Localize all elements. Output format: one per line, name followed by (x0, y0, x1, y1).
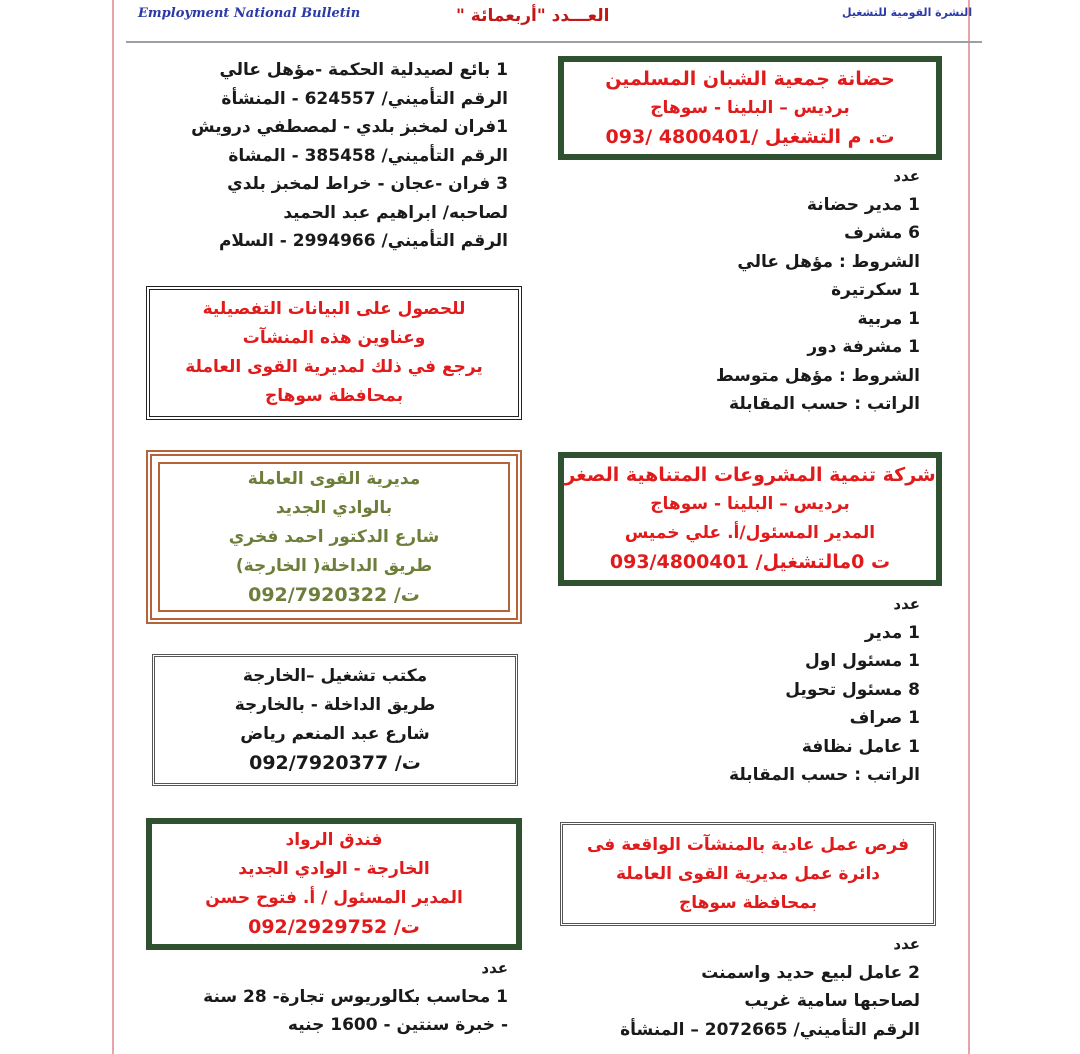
nursery-name: حضانة جمعية الشبان المسلمين (605, 67, 895, 90)
list-item: 1 مشرفة دور (807, 337, 920, 357)
directorate-line: طريق الداخلة( الخارجة) (235, 555, 433, 576)
nursery-address: برديس – البلينا - سوهاج (650, 97, 850, 118)
list-item: 2 عامل لبيع حديد واسمنت (701, 962, 920, 983)
list-item: 8 مسئول تحويل (785, 679, 920, 700)
directorate-line: شارع الدكتور احمد فخري (228, 526, 440, 547)
list-item: الشروط : مؤهل متوسط (715, 365, 920, 386)
count-label: عدد (893, 935, 920, 953)
notice-line: يرجع في ذلك لمديرية القوى العاملة (185, 357, 483, 377)
company-phone: ت 0مالتشغيل/ 093/4800401 (609, 551, 891, 573)
notice-line: وعناوين هذه المنشآت (242, 328, 426, 348)
list-item: 1فران لمخبز بلدي - لمصطفي درويش (191, 117, 508, 137)
directorate-line: بالوادي الجديد (275, 497, 393, 518)
notice-line: للحصول على البيانات التفصيلية (202, 299, 466, 319)
projects-company-box (558, 452, 942, 586)
bakery-jobs-list (191, 56, 508, 256)
page-border-left (112, 0, 114, 1054)
office-phone: ت/ 092/7920377 (249, 752, 421, 774)
opportunities-box (560, 822, 936, 926)
nursery-phone: ت. م التشغيل /4800401 /093 (605, 125, 895, 148)
list-item: 1 مدير حضانة (806, 194, 920, 215)
company-name: شركة تنمية المشروعات المتناهية الصغر (564, 464, 936, 486)
company-address: برديس – البلينا - سوهاج (650, 494, 850, 514)
list-item: لصاحبه/ ابراهيم عبد الحميد (283, 202, 508, 223)
hotel-address: الخارجة - الوادي الجديد (238, 859, 430, 879)
opportunities-line: فرص عمل عادية بالمنشآت الواقعة فى (586, 834, 910, 855)
page-border-right (968, 0, 970, 1054)
header-arabic-title: النشرة القومية للتشغيل (842, 6, 973, 19)
hotel-phone: ت/ 092/2929752 (248, 916, 420, 938)
list-item: 3 فران -عجان - خراط لمخبز بلدي (227, 174, 508, 194)
hotel-box (146, 818, 522, 950)
hotel-name: فندق الرواد (285, 830, 383, 850)
list-item: 1 مدير (864, 622, 920, 643)
count-label: عدد (893, 167, 920, 185)
employment-office-box (152, 654, 518, 786)
hotel-manager: المدير المسئول / أ. فتوح حسن (205, 888, 463, 908)
office-line: شارع عبد المنعم رياض (240, 724, 430, 744)
list-item: 1 محاسب بكالوريوس تجارة- 28 سنة (203, 986, 508, 1007)
list-item: الرقم التأميني/ 2994966 - السلام (218, 231, 508, 251)
opportunities-jobs-list (620, 930, 920, 1044)
directorate-line: مديرية القوى العاملة (247, 468, 421, 489)
list-item: الراتب : حسب المقابلة (729, 394, 920, 414)
info-notice-box (146, 286, 522, 420)
list-item: 1 مربية (857, 308, 920, 329)
hotel-jobs-list (203, 954, 508, 1040)
office-line: مكتب تشغيل –الخارجة (242, 666, 428, 686)
list-item: 6 مشرف (844, 223, 920, 243)
list-item: 1 سكرتيرة (831, 280, 920, 300)
directorate-phone: ت/ 092/7920322 (248, 583, 420, 606)
list-item: - خبرة سنتين - 1600 جنيه (287, 1015, 508, 1035)
office-line: طريق الداخلة - بالخارجة (234, 695, 436, 715)
list-item: 1 مسئول اول (805, 651, 920, 671)
opportunities-line: بمحافظة سوهاج (678, 892, 818, 913)
count-label: عدد (481, 959, 508, 977)
directorate-box (146, 450, 522, 624)
company-jobs-list (729, 590, 920, 790)
list-item: 1 عامل نظافة (801, 736, 920, 757)
company-manager: المدير المسئول/أ. علي خميس (624, 523, 876, 543)
opportunities-line: دائرة عمل مديرية القوى العاملة (615, 863, 881, 884)
list-item: الراتب : حسب المقابلة (729, 765, 920, 785)
list-item: الرقم التأميني/ 2072665 – المنشأة (620, 1019, 920, 1040)
list-item: لصاحبها سامية غريب (744, 991, 920, 1011)
header-divider (126, 41, 982, 43)
notice-line: بمحافظة سوهاج (264, 386, 404, 406)
count-label: عدد (893, 595, 920, 613)
list-item: الرقم التأميني/ 624557 - المنشأة (221, 88, 508, 109)
list-item: الرقم التأميني/ 385458 - المشاة (228, 145, 508, 166)
list-item: 1 بائع لصيدلية الحكمة -مؤهل عالي (219, 60, 508, 80)
header-issue-title: العـــدد "أربعمائة " (456, 6, 610, 26)
list-item: الشروط : مؤهل عالي (737, 251, 920, 272)
list-item: 1 صراف (849, 708, 920, 728)
nursery-box (558, 56, 942, 160)
nursery-jobs-list (716, 162, 920, 419)
header-english-title: Employment National Bulletin (138, 6, 361, 21)
